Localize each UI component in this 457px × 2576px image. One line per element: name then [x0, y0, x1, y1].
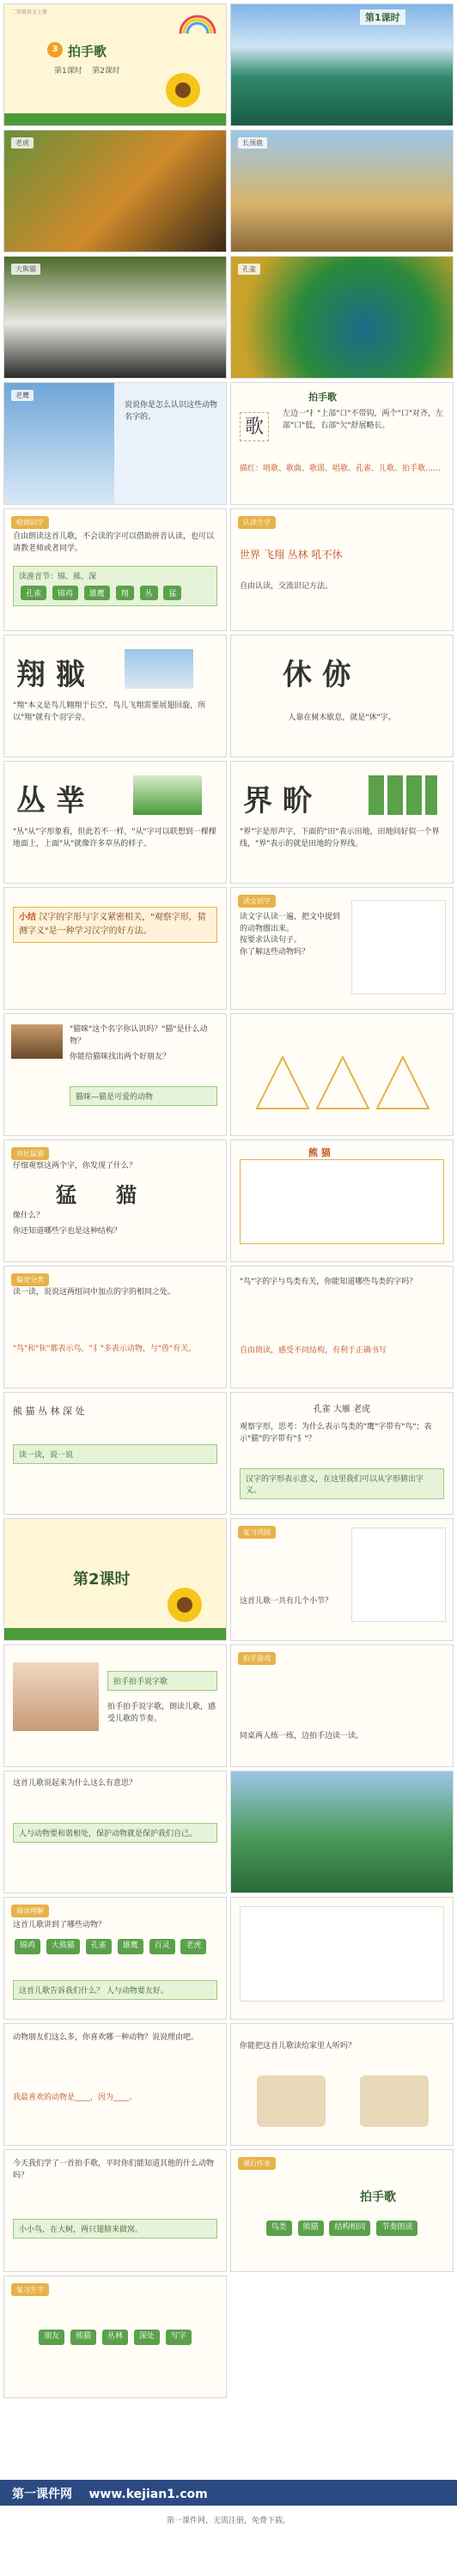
recognize-tag: 检测识字 [11, 516, 49, 529]
protect-q: 这首儿歌说起来为什么这么有意思？ [13, 1779, 137, 1788]
slide-summary[interactable] [3, 887, 227, 1010]
footer [0, 2480, 457, 2576]
recall-tag: 复习巩固 [238, 1526, 276, 1539]
expand-hint: 我最喜欢的动物是____，因为____。 [13, 2093, 137, 2102]
read-item: 读文字认读一遍，把文中提到的动物圈出来。 [240, 913, 341, 933]
slide-mao[interactable] [3, 1013, 227, 1136]
recognize-box [13, 566, 217, 606]
read-text: 你能把这首儿歌读给家里人听吗？ [240, 2042, 356, 2050]
slide-jie[interactable] [230, 761, 454, 884]
grass-photo [133, 775, 202, 815]
brand-note: 第一课件网，无需注册，免费下载。 [166, 2517, 290, 2525]
read-item: 按要求认读句子。 [240, 936, 302, 945]
field-photo [369, 775, 437, 815]
slide-homework[interactable] [230, 2149, 454, 2272]
row-7 [3, 761, 454, 884]
row-4 [3, 382, 454, 505]
cong-char: 丛 丵 [16, 784, 85, 818]
jie-char: 界 畍 [243, 784, 312, 818]
slide-eagle[interactable] [3, 382, 227, 505]
triangle-diagram-icon [248, 1048, 437, 1117]
slide-pinyin-read[interactable] [3, 1392, 227, 1515]
review-tag: 复习生字 [11, 2283, 49, 2296]
slide-grid [3, 3, 454, 2402]
row-9 [3, 1013, 454, 1136]
animal-pill: 孔雀 [86, 1939, 112, 1954]
panda-label: 大熊猫 [11, 264, 40, 275]
read-list [240, 912, 343, 958]
slide-homework-intro[interactable] [230, 2023, 454, 2146]
row-16 [3, 1897, 454, 2020]
friend-q: 这首儿歌告诉我们什么？ [19, 1987, 105, 1996]
mao-answer-box: 猫咪—猫是可爱的动物 [70, 1086, 217, 1106]
yuedu-tag: 阅读理解 [11, 1905, 49, 1917]
expand-q: 动物朋友们这么多，你喜欢哪一种动物？说说理由吧。 [13, 2033, 199, 2042]
read-item: 你了解这些动物吗？ [240, 947, 310, 957]
slide-hand[interactable] [3, 2149, 227, 2272]
table-header: 熊 猫 [308, 1147, 331, 1158]
yuedu-list [13, 1937, 217, 1956]
rainbow-icon [176, 9, 219, 35]
slide-cong[interactable] [3, 761, 227, 884]
chars-note: 自由认读，交流识记方法。 [240, 582, 333, 591]
pai-text: 拍手拍手说字歌 [113, 1678, 168, 1686]
worksheet-panel [240, 1906, 444, 2002]
xiang-text: "翔"本义是鸟儿翱翔于长空，鸟儿飞翔需要展翅回旋，所以"翔"就有个羽字旁。 [13, 702, 206, 722]
row-15 [3, 1771, 454, 1893]
cover-title: 拍手歌 [68, 44, 107, 59]
summary-tag: 小结 [19, 913, 36, 922]
slide-chars[interactable] [230, 508, 454, 631]
lesson-number-badge: 3 [47, 42, 63, 58]
fen-tag: 偏旁分类 [11, 1273, 49, 1286]
row-13 [3, 1518, 454, 1641]
slide-xiu[interactable] [230, 635, 454, 757]
fen-note: "鸟"和"隹"都表示鸟，"犭"多表示动物，与"兽"有关。 [13, 1345, 197, 1353]
slide-game[interactable] [3, 1644, 227, 1767]
compare-q: 仔细观察这两个字，你发现了什么？ [13, 1162, 137, 1170]
compare-char-1: 猛 [56, 1182, 76, 1207]
song-note: 左边一"扌"上部"口"不带钩，两个"口"对齐，左部"口"低，右部"欠"舒展略长。 [283, 410, 443, 430]
review-list [13, 2328, 217, 2347]
ge-char: 歌 [240, 412, 269, 441]
slide-compare[interactable] [3, 1139, 227, 1262]
review-pill: 熊猫 [70, 2330, 96, 2345]
worksheet-panel [351, 900, 446, 994]
word-pill: 锦鸡 [52, 586, 78, 600]
slide-bar [4, 1628, 226, 1640]
slide-cover[interactable] [3, 3, 227, 126]
chars-tag: 认读生字 [238, 516, 276, 529]
row-12 [3, 1392, 454, 1515]
animal-pill: 大熊猫 [46, 1939, 80, 1954]
slide-xiang[interactable] [3, 635, 227, 757]
compare-q2: 像什么？ [13, 1212, 45, 1220]
compare-tag: 对比猛猫 [11, 1147, 49, 1160]
read-tag: 读文识字 [238, 895, 276, 908]
game-text: 拍手拍手说字歌，朗读儿歌，感受儿歌的节奏。 [107, 1703, 216, 1723]
slide-scenery[interactable] [230, 1771, 454, 1893]
slide-peacock[interactable] [230, 256, 454, 379]
homework-pill: 鸟类 [266, 2221, 292, 2236]
animal-pill: 百灵 [149, 1939, 175, 1954]
sunflower-icon [150, 1579, 219, 1631]
brand-name: 第一课件网 [12, 2488, 72, 2501]
grade-label: 二年级语文上册 [11, 9, 48, 15]
poem-panel [351, 1528, 446, 1622]
summary-text: 汉字的字形与字义紧密相关，"观察字形，猜测字义"是一种学习汉字的好方法。 [19, 913, 206, 936]
recognize-hint: 读准音节：锦、熊、深 [19, 573, 97, 581]
pinyin-summary: 汉字的字形表示意义，在这里我们可以从字形猜出字义。 [240, 1468, 444, 1499]
animal-pill: 老虎 [180, 1939, 206, 1954]
hand-answer: 小小鸟，在大树，两只翅膀来做窝。 [13, 2219, 217, 2239]
session-label: 第1课时 [360, 9, 405, 25]
game-box [107, 1671, 217, 1691]
slide-expand[interactable] [3, 2023, 227, 2146]
jie-text: "界"字是形声字，下面的"田"表示田地，田地间好似一个界线，"界"表示的就是田地的分界线。 [240, 828, 440, 848]
row-11 [3, 1266, 454, 1388]
xiu-text: 人靠在树木歇息，就是"休"字。 [288, 714, 396, 722]
cat-photo [11, 1024, 63, 1059]
homework-tag: 课后作业 [238, 2157, 276, 2170]
slide-recall[interactable] [230, 1518, 454, 1641]
family-photo [13, 1662, 99, 1731]
comparison-table [240, 1159, 444, 1244]
row-2 [3, 130, 454, 252]
animal-drawing [360, 2075, 429, 2127]
word-pill: 猛 [163, 586, 181, 600]
giraffe-label: 长颈鹿 [238, 137, 267, 149]
brand-band[interactable] [0, 2480, 457, 2506]
bird-line: 孔雀 大雁 老虎 [313, 1405, 371, 1414]
word-pill: 翔 [116, 586, 134, 600]
lesson-2-label: 第2课时 [92, 67, 120, 76]
cover-lessons [54, 64, 120, 76]
slide-giraffe[interactable] [230, 130, 454, 252]
hand-q: 今天我们学了一首拍手歌，平时你们能知道其他的什么动物吗？ [13, 2160, 215, 2180]
slide-panda[interactable] [3, 256, 227, 379]
game-note: 同桌两人练一练，边拍手边读一读。 [240, 1732, 364, 1741]
song-reveal: 描红：哨歌、歌曲、歌谣、唱歌、孔雀、儿歌、拍手歌…… [240, 465, 442, 473]
slide-fen-q[interactable] [230, 1266, 454, 1388]
slide-game-note[interactable] [230, 1644, 454, 1767]
lake-photo [231, 4, 453, 125]
pinyin-q: 观察字形，思考：为什么表示鸟类的"鹰"字带有"鸟"；表示"猫"的字带有"犭"？ [240, 1423, 432, 1443]
slide-pinyin-triangle[interactable] [230, 1013, 454, 1136]
lesson2-title: 第2课时 [73, 1571, 131, 1589]
mao-q2: 你能给猫咪找出两个好朋友？ [70, 1053, 171, 1061]
row-8 [3, 887, 454, 1010]
slide-yuedu[interactable] [3, 1897, 227, 2020]
recognize-text: 自由朗读这首儿歌，不会读的字可以借助拼音认读，也可以请教老师或者同学。 [13, 532, 215, 553]
slide-lake-photo[interactable] [230, 3, 454, 126]
pinyin-words: 熊 猫 丛 林 深 处 [13, 1406, 85, 1417]
fen-hint: 自由朗读，感受不同结构，有利于正确书写 [240, 1346, 387, 1355]
fen-q: "鸟"字的字与鸟类有关，你能知道哪些鸟类的字吗？ [240, 1278, 417, 1286]
slide-song-char[interactable] [230, 382, 454, 505]
summary-box [13, 907, 217, 943]
cong-text: "丛"从"字形象看，但此若不一样，"从"字可以联想到一棵棵地面上，上面"从"就像许多草丛的样子。 [13, 828, 216, 848]
row-10 [3, 1139, 454, 1262]
eagle-label: 老鹰 [11, 390, 34, 401]
sunflower-icon [149, 64, 217, 116]
slide-worksheet[interactable] [230, 1897, 454, 2020]
flying-bird-photo [125, 649, 193, 689]
review-pill: 深处 [134, 2330, 160, 2345]
homework-pill: 熊猫 [298, 2221, 324, 2236]
protect-box: 人与动物要和谐相处，保护动物就是保护我们自己。 [13, 1823, 217, 1843]
row-18 [3, 2149, 454, 2272]
animal-drawing [257, 2075, 326, 2127]
end-title: 拍手歌 [360, 2190, 396, 2204]
slide-bird-line[interactable] [230, 1392, 454, 1515]
eagle-question: 说说你是怎么认识这些动物名字的。 [125, 401, 218, 422]
recognize-word-list [19, 584, 211, 602]
word-pill: 雄鹰 [84, 586, 110, 600]
chars-line: 世界 飞翔 丛林 吼不休 [240, 549, 343, 561]
slide-lesson2-cover[interactable] [3, 1518, 227, 1641]
row-6 [3, 635, 454, 757]
read-all-q: 你还知道哪些字也是这种结构？ [13, 1227, 122, 1236]
fen-text: 读一读，说说这两组词中加点的字的相同之处。 [13, 1288, 176, 1297]
review-pill: 朋友 [39, 2330, 64, 2345]
compare-char-2: 猫 [116, 1182, 137, 1207]
yuedu-q: 这首儿歌讲到了哪些动物？ [13, 1921, 107, 1929]
homework-list [240, 2219, 444, 2238]
row-5 [3, 508, 454, 631]
slide-tiger[interactable] [3, 130, 227, 252]
slide-bar [4, 113, 226, 125]
row-1 [3, 3, 454, 126]
slide-table[interactable] [230, 1139, 454, 1262]
tiger-label: 老虎 [11, 137, 34, 149]
word-pill: 丛 [140, 586, 158, 600]
row-14 [3, 1644, 454, 1767]
friend-a: 人与动物要友好。 [106, 1987, 168, 1996]
review-pill: 写字 [166, 2330, 192, 2345]
pinyin-box: 读一读，说一说 [13, 1444, 217, 1464]
homework-pill: 节奏朗读 [376, 2221, 417, 2236]
xiu-char: 休 㑊 [283, 658, 351, 692]
slide-fen[interactable] [3, 1266, 227, 1388]
lesson-1-label: 第1课时 [54, 67, 82, 76]
lake-scenery-photo [231, 1771, 453, 1893]
word-pill: 孔雀 [21, 586, 46, 600]
slide-read[interactable] [230, 887, 454, 1010]
homework-pill: 结构相同 [329, 2221, 370, 2236]
row-17 [3, 2023, 454, 2146]
row-19 [3, 2275, 454, 2398]
slide-protect[interactable] [3, 1771, 227, 1893]
row-3 [3, 256, 454, 379]
song-title: 拍手歌 [308, 392, 337, 403]
animal-pill: 锦鸡 [15, 1939, 40, 1954]
slide-recognize[interactable] [3, 508, 227, 631]
animal-pill: 雄鹰 [118, 1939, 143, 1954]
peacock-label: 孔雀 [238, 264, 260, 275]
recall-text: 这首儿歌一共有几个小节？ [240, 1597, 333, 1606]
friend-box [13, 1980, 217, 2000]
review-pill: 丛林 [102, 2330, 128, 2345]
brand-site[interactable]: www.kejian1.com [88, 2488, 208, 2501]
game-tag: 拍手游戏 [238, 1652, 276, 1665]
xiang-char: 翔 䎀 [16, 658, 85, 692]
mao-text: "猫咪"这个名字你认识吗？"猫"是什么动物？ [70, 1025, 208, 1046]
slide-review[interactable] [3, 2275, 227, 2398]
